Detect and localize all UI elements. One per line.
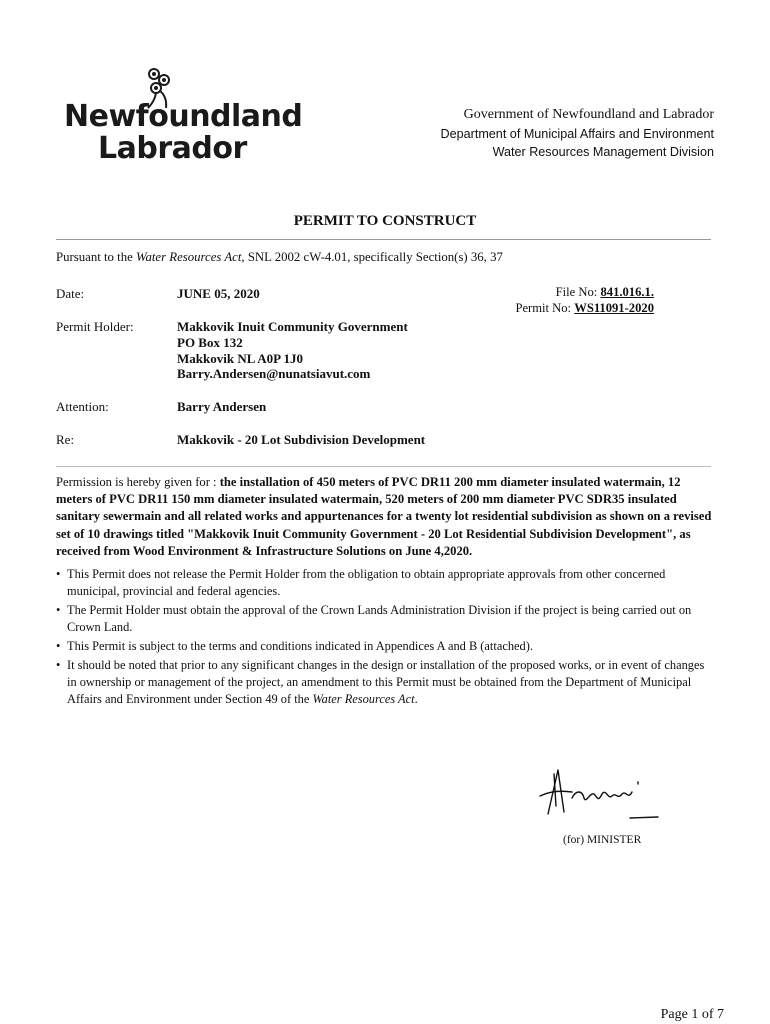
logo-wordmark-newfoundland: Newfoundland [64, 99, 303, 134]
logo-wordmark-labrador: Labrador [98, 131, 247, 166]
condition-item: • The Permit Holder must obtain the approval of the Crown Lands Administration Division if the project is being carried out on Crown Land. [56, 602, 712, 636]
permit-holder-email: Barry.Andersen@nunatsiavut.com [177, 366, 371, 381]
condition-item: • This Permit does not release the Permit Holder from the obligation to obtain appropriate approvals from other concerned municipal, provincial and federal agencies. [56, 566, 712, 600]
minister-signature [534, 762, 664, 824]
page-number: Page 1 of 7 [660, 1007, 724, 1022]
authority-prefix: Pursuant to the [56, 250, 136, 264]
file-number [556, 285, 654, 300]
signature-caption: (for) MINISTER [563, 834, 642, 846]
department-name: Department of Municipal Affairs and Environment [440, 127, 714, 141]
re-label: Re: [56, 432, 75, 447]
attention-value: Barry Andersen [177, 399, 267, 414]
government-logo [56, 64, 303, 166]
file-number-label: File No: [555, 285, 598, 299]
title-divider [56, 239, 711, 240]
permit-holder-label: Permit Holder: [56, 319, 134, 334]
date-value: JUNE 05, 2020 [177, 286, 260, 301]
permit-number-label: Permit No: [515, 301, 572, 315]
permission-statement [56, 474, 712, 560]
condition-act-name: Water Resources Act [312, 692, 415, 706]
date-label: Date: [56, 286, 85, 301]
conditions-list [56, 566, 712, 710]
permit-holder-po-box: PO Box 132 [177, 335, 243, 350]
permit-holder-name: Makkovik Inuit Community Government [177, 319, 408, 334]
division-name: Water Resources Management Division [492, 145, 714, 159]
authority-statement [56, 250, 503, 265]
fields-divider [56, 466, 711, 467]
attention-label: Attention: [56, 399, 109, 414]
permit-number-value: WS11091-2020 [574, 301, 654, 315]
government-name: Government of Newfoundland and Labrador [463, 107, 714, 122]
condition-item: • It should be noted that prior to any significant changes in the design or installation of the proposed works, or in event of changes in ownership or management of the project, an amendment to this Permit must be obtained from the Department of Municipal Affairs and Environment under Section 49 of the Water Resources Act. [56, 657, 712, 708]
permission-intro: Permission is hereby given for : [56, 475, 220, 489]
permit-number [515, 301, 654, 316]
permit-holder-address: Makkovik NL A0P 1J0 [177, 351, 304, 366]
authority-act-name: Water Resources Act [135, 250, 242, 264]
condition-item: • This Permit is subject to the terms and conditions indicated in Appendices A and B (attached). [56, 638, 712, 655]
file-number-value: 841.016.1. [600, 285, 654, 299]
authority-suffix: , SNL 2002 cW-4.01, specifically Section(s) 36, 37 [241, 250, 503, 264]
re-value: Makkovik - 20 Lot Subdivision Development [177, 432, 426, 447]
permission-scope: the installation of 450 meters of PVC DR11 200 mm diameter insulated watermain, 12 meters of PVC DR11 150 mm diameter insulated watermain, 520 meters of 200 mm diameter PVC SDR35 insulated sanitary sewermain and all related works and appurtenances for a twenty lot residential subdivision as shown on a revised set of 10 drawings titled "Makkovik Inuit Community Government - 20 Lot Residential Subdivision Development", as received from Wood Environment & Infrastructure Solutions on June 4,2020. [56, 475, 712, 558]
document-title: PERMIT TO CONSTRUCT [293, 213, 477, 229]
